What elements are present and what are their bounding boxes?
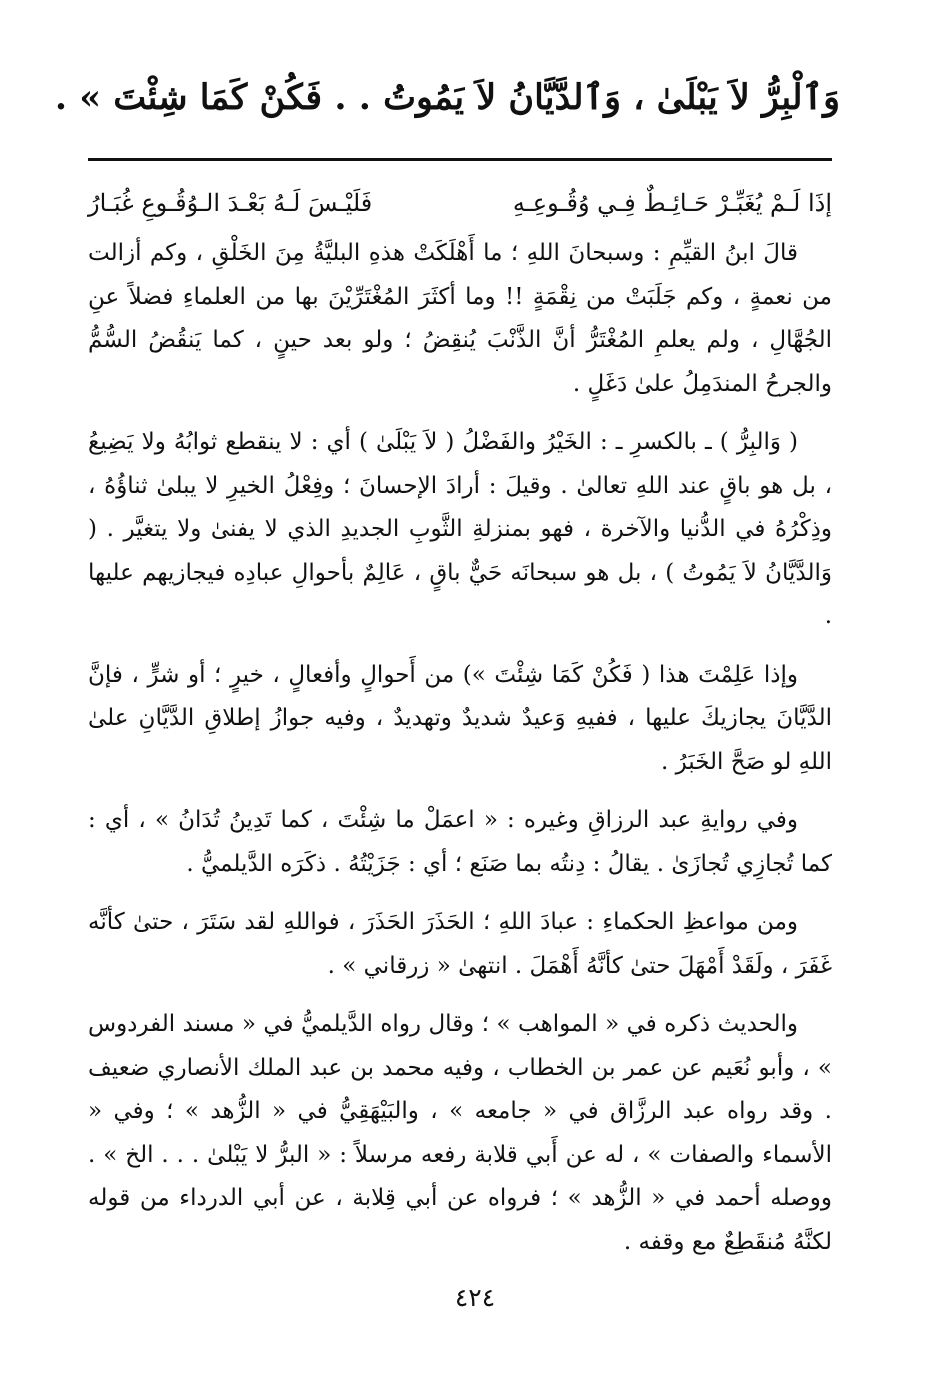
hadith-text-line: وَٱلْبِرُّ لاَ يَبْلَىٰ ، وَٱلدَّيَّانُ لاَ يَمُوتُ . . فَكُنْ كَمَا شِئْتَ » .: [54, 77, 840, 118]
paragraph-abd-al-razzaq-narration: وفي روايةِ عبد الرزاقِ وغيره : « اعمَلْ ما شِئْتَ ، كما تَدِينُ تُدَانُ » ، أي : كما تُجازِي تُجازَىٰ . يقالُ : دِنتُه بما صَنَع ؛ أي : جَزَيْتُهُ . ذكَرَه الدَّيلميُّ .: [88, 807, 832, 877]
verse-first-hemistich: إذَا لَـمْ يُغَبِّـرْ حَـائِـطٌ فِـي وُقُـوعِـهِ: [512, 189, 832, 217]
paragraph-hadith-sources: والحديث ذكره في « المواهب » ؛ وقال رواه الدَّيلميُّ في « مسند الفردوس » ، وأبو نُعَيم عن عمر بن الخطاب ، وفيه محمد بن عبد الملك الأنصاري ضعيف . وقد رواه عبد الرزَّاق في « جامعه » ، والبَيْهَقِيُّ في « الزُّهد » ؛ وفي « الأسماء والصفات » ، له عن أَبي قلابة رفعه مرسلاً : « البرُّ لا يَبْلىٰ . . . الخ » . ووصله أحمد في « الزُّهد » ؛ فرواه عن أبي قِلابة ، عن أبي الدرداء من قوله لكنَّهُ مُنقَطِعٌ مع وقفه .: [88, 1011, 832, 1255]
paragraph-ibn-qayyim: قالَ ابنُ القيِّمِ : وسبحانَ اللهِ ؛ ما أَهْلَكَتْ هذهِ البليَّةُ مِنَ الخَلْقِ ، وكم أزالت من نعمةٍ ، وكم جَلَبَتْ من نِقْمَةٍ !! وما أكثَرَ المُغْتَرِّيْنَ بها من العلماءِ فضلاً عنِ الجُهَّالِ ، ولم يعلمِ المُغْتَرُّ أنَّ الذَّنْبَ يُنقِضُ ؛ ولو بعد حينٍ ، كما يَنقُضُ السُّمُّ والجرحُ المندَمِلُ علىٰ دَغَلٍ .: [88, 240, 832, 397]
page-number: ٤٢٤: [454, 1283, 496, 1312]
poetry-verse: [88, 178, 832, 228]
separator-rule: [88, 158, 832, 161]
paragraph-kun-kama-shita: وإذا عَلِمْتَ هذا ( فَكُنْ كَمَا شِئْتَ ») من أَحوالٍ وأفعالٍ ، خيرٍ ؛ أو شرٍّ ، فإنَّ الدَّيَّانَ يجازيكَ عليها ، ففيهِ وَعيدٌ شديدٌ وتهديدٌ ، وفيه جوازُ إطلاقِ الدَّيَّانِ علىٰ اللهِ لو صَحَّ الخَبَرُ .: [88, 661, 832, 775]
paragraph-wise-sayings: ومن مواعظِ الحكماءِ : عبادَ اللهِ ؛ الحَذَرَ الحَذَرَ ، فواللهِ لقد سَتَرَ ، حتىٰ كأنَّه غَفَرَ ، ولَقَدْ أَمْهَلَ حتىٰ كأنَّهُ أَهْمَلَ . انتهىٰ « زرقاني » .: [88, 909, 832, 979]
paragraph-birr-explanation: ( وَالبِرُّ ) ـ بالكسرِ ـ : الخَيْرُ والفَضْلُ ( لاَ يَبْلَىٰ ) أي : لا ينقطع ثوابُهُ ولا يَضِيعُ ، بل هو باقٍ عند اللهِ تعالىٰ . وقيلَ : أرادَ الإحسانَ ؛ وفِعْلُ الخيرِ لا يبلىٰ ثناؤُهُ ، وذِكْرُهُ في الدُّنيا والآخرة ، فهو بمنزلةِ الثَّوبِ الجديدِ الذي لا يفنىٰ ولا يتغيَّر . ( وَالدَّيَّانُ لاَ يَمُوتُ ) ، بل هو سبحانَه حَيٌّ باقٍ ، عَالِمٌ بأحوالِ عبادِه فيجازيهم عليها .: [88, 429, 832, 629]
commentary-body: [88, 232, 832, 1264]
verse-second-hemistich: فَلَيْـسَ لَـهُ بَعْـدَ الـوُقُـوعِ غُبَـارُ: [88, 189, 373, 217]
